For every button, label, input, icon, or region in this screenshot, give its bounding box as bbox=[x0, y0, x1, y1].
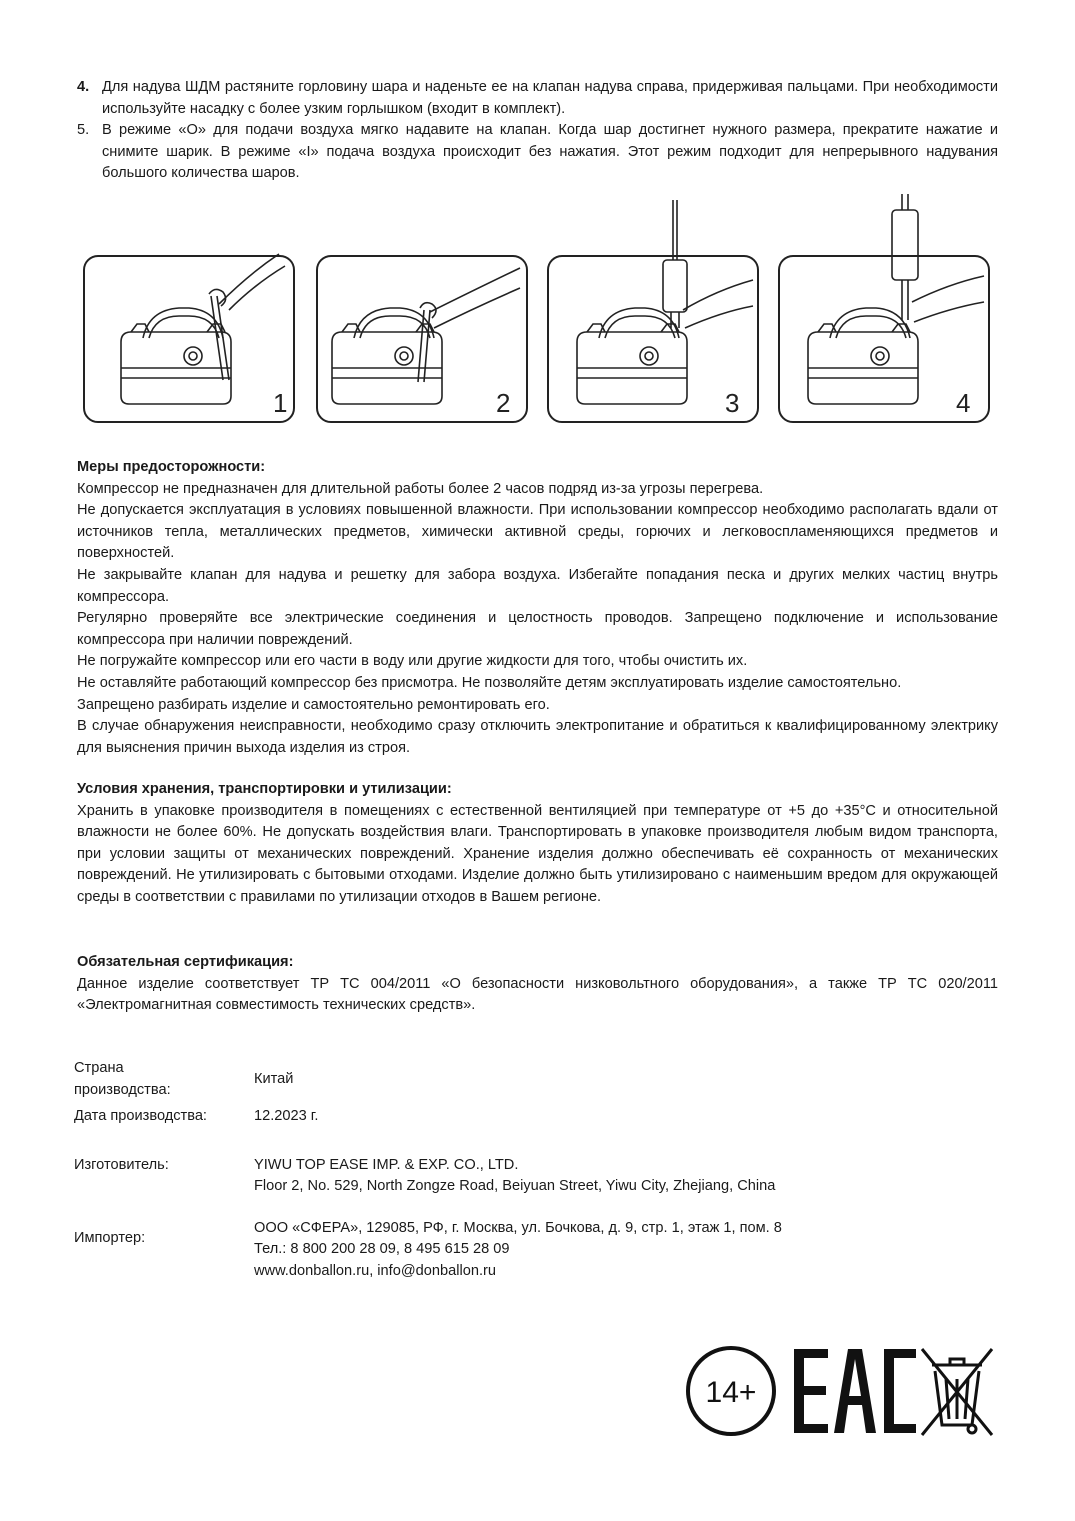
importer-line: ООО «СФЕРА», 129085, РФ, г. Москва, ул. Бочкова, д. 9, стр. 1, этаж 1, пом. 8 bbox=[254, 1220, 782, 1236]
manufacturer-name: YIWU TOP EASE IMP. & EXP. CO., LTD. bbox=[254, 1157, 519, 1173]
manufacturer-label: Изготовитель: bbox=[74, 1157, 169, 1173]
illustration-2 bbox=[316, 192, 528, 424]
precaution-paragraph: Компрессор не предназначен для длительной работы более 2 часов подряд из-за угрозы перегрева. bbox=[77, 480, 764, 497]
certification-marks bbox=[684, 1345, 994, 1437]
compressor-illustration bbox=[316, 192, 528, 424]
illustration-4 bbox=[778, 192, 990, 424]
country-label: Страна производства: bbox=[74, 1060, 171, 1098]
precaution-paragraph: Не оставляйте работающий компрессор без присмотра. Не позволяйте детям эксплуатировать изделие самостоятельно. bbox=[77, 674, 902, 691]
country-value: Китай bbox=[254, 1071, 294, 1087]
eac-mark-icon bbox=[794, 1349, 916, 1433]
illustration-1 bbox=[83, 192, 295, 424]
step-number: 4. bbox=[77, 79, 90, 95]
figure-number: 4 bbox=[956, 388, 971, 418]
step-number: 5. bbox=[77, 122, 90, 139]
illustration-row bbox=[80, 192, 1000, 424]
step-item bbox=[77, 77, 998, 120]
precautions-section bbox=[77, 457, 998, 759]
manufacturer-address: Floor 2, No. 529, North Zongze Road, Beiyuan Street, Yiwu City, Zhejiang, China bbox=[254, 1178, 776, 1194]
step-item bbox=[77, 120, 998, 185]
instruction-steps bbox=[77, 77, 998, 185]
figure-number: 1 bbox=[273, 388, 288, 418]
age-rating-text: 14+ bbox=[705, 1376, 757, 1409]
marks-svg bbox=[684, 1345, 994, 1437]
precaution-paragraph: Регулярно проверяйте все электрические соединения и целостность проводов. Запрещено подключение и использование компрессора при наличии повреждений. bbox=[77, 610, 998, 648]
compressor-illustration bbox=[778, 192, 990, 424]
precaution-paragraph: В случае обнаружения неисправности, необходимо сразу отключить электропитание и обратиться к квалифицированному электрику для выяснения причин выхода изделия из строя. bbox=[77, 718, 998, 756]
weee-bin-icon bbox=[922, 1349, 992, 1435]
importer-line: www.donballon.ru, info@donballon.ru bbox=[254, 1263, 496, 1279]
step-text: Для надува ШДМ растяните горловину шара и наденьте ее на клапан надува справа, придерживая пальцами. При необходимости используйте насадку с более узким горлышком (входит в комплект). bbox=[102, 79, 998, 117]
date-label: Дата производства: bbox=[74, 1108, 207, 1124]
figure-number: 3 bbox=[725, 388, 740, 418]
importer-label: Импортер: bbox=[74, 1230, 146, 1246]
figure-number: 2 bbox=[496, 388, 511, 418]
certification-text: Данное изделие соответствует ТР ТС 004/2011 «О безопасности низковольтного оборудования», а также ТР ТС 020/2011 «Электромагнитная совместимость технических средств». bbox=[77, 975, 998, 1014]
storage-title: Условия хранения, транспортировки и утилизации: bbox=[77, 781, 452, 797]
compressor-illustration bbox=[83, 192, 295, 424]
illustration-3 bbox=[547, 192, 759, 424]
product-info bbox=[74, 1058, 974, 1288]
age-rating-icon bbox=[688, 1348, 774, 1434]
precaution-paragraph: Не погружайте компрессор или его части в воду или другие жидкости для того, чтобы очистить их. bbox=[77, 653, 748, 670]
compressor-illustration bbox=[547, 192, 759, 424]
certification-section bbox=[77, 952, 998, 1017]
precautions-title: Меры предосторожности: bbox=[77, 459, 266, 475]
precaution-paragraph: Не закрывайте клапан для надува и решетку для забора воздуха. Избегайте попадания песка и других мелких частиц внутрь компрессора. bbox=[77, 566, 998, 605]
importer-line: Тел.: 8 800 200 28 09, 8 495 615 28 09 bbox=[254, 1241, 510, 1257]
step-text: В режиме «O» для подачи воздуха мягко надавите на клапан. Когда шар достигнет нужного размера, прекратите нажатие и снимите шарик. В режиме «I» подача воздуха происходит без нажатия. Этот режим подходит для непрерывного надувания большого количества шаров. bbox=[102, 122, 998, 182]
storage-text: Хранить в упаковке производителя в помещениях с естественной вентиляцией при температуре от +5 до +35°C и относительной влажности не более 60%. Не допускать воздействия влаги. Транспортировать в упаковке производителя любым видом транспорта, при условии защиты от механических повреждений. Хранение изделия должно обеспечивать её сохранность от механических повреждений. Не утилизировать с бытовыми отходами. Изделие должно быть утилизировано с наименьшим вредом для окружающей среды в соответствии с правилами по утилизации отходов в Вашем регионе. bbox=[77, 802, 998, 905]
storage-section bbox=[77, 779, 998, 909]
precaution-paragraph: Не допускается эксплуатация в условиях повышенной влажности. При использовании компрессор необходимо располагать вдали от источников тепла, металлических предметов, химически активной среды, горючих и легковоспламеняющихся предметов и поверхностей. bbox=[77, 502, 998, 562]
certification-title: Обязательная сертификация: bbox=[77, 954, 294, 970]
precaution-paragraph: Запрещено разбирать изделие и самостоятельно ремонтировать его. bbox=[77, 696, 550, 713]
date-value: 12.2023 г. bbox=[254, 1108, 319, 1124]
